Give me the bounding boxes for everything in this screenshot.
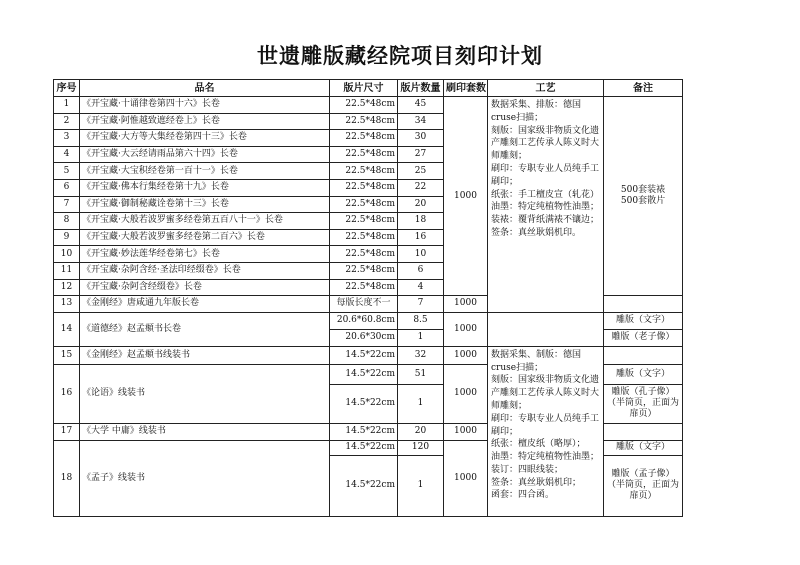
cell-note — [604, 423, 683, 440]
craft-line: 装裱：覆背纸满裱不镶边； — [491, 215, 600, 226]
cell-index: 10 — [54, 246, 80, 263]
cell-count: 32 — [398, 346, 444, 364]
craft-line: 刻版：国家级非物质文化遗产雕刻工艺传承人陈义时大师雕刻； — [491, 125, 600, 162]
cell-count: 1 — [398, 455, 444, 516]
cell-index: 13 — [54, 296, 80, 313]
cell-name: 《开宝藏·阿惟越致遮经卷上》长卷 — [80, 113, 330, 130]
header-row — [54, 80, 683, 97]
table-row — [54, 346, 683, 364]
cell-count: 25 — [398, 163, 444, 180]
craft-line: 签条：真丝耿娟机印。 — [491, 227, 582, 238]
cell-count: 6 — [398, 262, 444, 279]
cell-sets-group1: 1000 — [444, 97, 488, 296]
cell-note: 雕版（文字） — [604, 312, 683, 329]
cell-sets: 1000 — [444, 312, 488, 346]
cell-index: 7 — [54, 196, 80, 213]
cell-count: 20 — [398, 423, 444, 440]
header-sets: 刷印套数 — [444, 80, 488, 97]
cell-name: 《开宝藏·十诵律卷第四十六》长卷 — [80, 97, 330, 114]
cell-name: 《开宝藏·大宝积经卷第一百十一》长卷 — [80, 163, 330, 180]
craft-line: 数据采集、排版：德国cruse扫描； — [491, 100, 582, 123]
cell-count: 30 — [398, 130, 444, 147]
cell-size: 14.5*22cm — [330, 440, 398, 455]
cell-size: 14.5*22cm — [330, 455, 398, 516]
table-row — [54, 312, 683, 329]
cell-count: 18 — [398, 213, 444, 230]
cell-note — [604, 346, 683, 364]
craft-line: 数据采集、制版：德国cruse扫描； — [491, 349, 582, 373]
cell-size: 22.5*48cm — [330, 163, 398, 180]
cell-name: 《论语》线装书 — [80, 364, 330, 423]
cell-count: 1 — [398, 384, 444, 423]
cell-size: 22.5*48cm — [330, 130, 398, 147]
cell-name: 《开宝藏·大云经请雨品第六十四》长卷 — [80, 146, 330, 163]
cell-note-group1 — [604, 97, 683, 296]
cell-index: 14 — [54, 312, 80, 346]
cell-name: 《开宝藏·杂阿含经·圣法印经缀卷》长卷 — [80, 262, 330, 279]
table-row — [54, 97, 683, 114]
cell-name: 《金刚经》赵孟頫书线装书 — [80, 346, 330, 364]
note-line: 500套装裱 — [620, 185, 666, 196]
page-title: 世遗雕版藏经院项目刻印计划 — [257, 44, 543, 68]
cell-index: 4 — [54, 146, 80, 163]
craft-line: 函套：四合函。 — [491, 490, 555, 501]
craft-line: 装订：四眼线装； — [491, 464, 564, 475]
cell-count: 16 — [398, 229, 444, 246]
printing-plan-table — [53, 79, 683, 517]
cell-name: 《道德经》赵孟頫书长卷 — [80, 312, 330, 346]
cell-sets: 1000 — [444, 296, 488, 313]
cell-name: 《开宝藏·大方等大集经卷第四十三》长卷 — [80, 130, 330, 147]
header-craft: 工艺 — [488, 80, 604, 97]
cell-count: 22 — [398, 179, 444, 196]
cell-index: 9 — [54, 229, 80, 246]
cell-name: 《开宝藏·妙法莲华经卷第七》长卷 — [80, 246, 330, 263]
cell-size: 22.5*48cm — [330, 279, 398, 296]
cell-craft-group2 — [488, 346, 604, 516]
header-name: 品名 — [80, 80, 330, 97]
cell-size: 20.6*30cm — [330, 329, 398, 346]
craft-line: 油墨：特定纯植物性油墨； — [491, 452, 600, 463]
header-count: 版片数量 — [398, 80, 444, 97]
cell-sets: 1000 — [444, 364, 488, 423]
cell-index: 1 — [54, 97, 80, 114]
cell-note — [604, 296, 683, 313]
cell-size: 22.5*48cm — [330, 246, 398, 263]
cell-size: 14.5*22cm — [330, 346, 398, 364]
cell-count: 4 — [398, 279, 444, 296]
cell-size: 22.5*48cm — [330, 97, 398, 114]
craft-line: 刷印：专职专业人员纯手工刷印； — [491, 163, 600, 187]
cell-count: 27 — [398, 146, 444, 163]
cell-size: 22.5*48cm — [330, 229, 398, 246]
cell-count: 34 — [398, 113, 444, 130]
cell-count: 10 — [398, 246, 444, 263]
craft-line: 油墨：特定纯植物性油墨； — [491, 202, 600, 213]
cell-sets: 1000 — [444, 346, 488, 364]
cell-craft — [488, 312, 604, 346]
cell-note: 雕版（孟子像）（半筒页，正面为扉页） — [604, 455, 683, 516]
header-index: 序号 — [54, 80, 80, 97]
craft-line: 刷印：专职专业人员纯手工刷印； — [491, 413, 600, 437]
cell-name: 《开宝藏·杂阿含经缀卷》长卷 — [80, 279, 330, 296]
cell-index: 12 — [54, 279, 80, 296]
header-size: 版片尺寸 — [330, 80, 398, 97]
cell-count: 45 — [398, 97, 444, 114]
cell-name: 《开宝藏·御制秘藏诠卷第十三》长卷 — [80, 196, 330, 213]
cell-size: 每版长度不一 — [330, 296, 398, 313]
cell-size: 22.5*48cm — [330, 113, 398, 130]
cell-count: 7 — [398, 296, 444, 313]
craft-line: 纸张：檀皮纸（略厚）； — [491, 439, 586, 450]
cell-size: 20.6*60.8cm — [330, 312, 398, 329]
cell-sets: 1000 — [444, 440, 488, 516]
cell-count: 8.5 — [398, 312, 444, 329]
cell-craft-group1 — [488, 97, 604, 313]
cell-index: 15 — [54, 346, 80, 364]
cell-index: 11 — [54, 262, 80, 279]
cell-name: 《开宝藏·大般若波罗蜜多经卷第二百六》长卷 — [80, 229, 330, 246]
cell-note: 雕版（文字） — [604, 440, 683, 455]
cell-index: 16 — [54, 364, 80, 423]
cell-index: 6 — [54, 179, 80, 196]
cell-sets: 1000 — [444, 423, 488, 440]
cell-size: 22.5*48cm — [330, 179, 398, 196]
cell-name: 《开宝藏·大般若波罗蜜多经卷第五百八十一》长卷 — [80, 213, 330, 230]
cell-index: 18 — [54, 440, 80, 516]
cell-name: 《孟子》线装书 — [80, 440, 330, 516]
cell-index: 8 — [54, 213, 80, 230]
cell-name: 《开宝藏·佛本行集经卷第十九》长卷 — [80, 179, 330, 196]
cell-size: 14.5*22cm — [330, 364, 398, 384]
cell-note: 雕版（文字） — [604, 364, 683, 384]
cell-index: 2 — [54, 113, 80, 130]
cell-size: 22.5*48cm — [330, 196, 398, 213]
craft-line: 纸张：手工檀皮宣（轧花） — [491, 189, 600, 200]
cell-name: 《大学 中庸》线装书 — [80, 423, 330, 440]
cell-index: 5 — [54, 163, 80, 180]
craft-line: 刻版：国家级非物质文化遗产雕刻工艺传承人陈义时大师雕刻； — [491, 375, 600, 411]
cell-size: 14.5*22cm — [330, 384, 398, 423]
cell-note: 雕版（老子像） — [604, 329, 683, 346]
cell-note: 雕版（孔子像）（半筒页，正面为扉页） — [604, 384, 683, 423]
cell-count: 1 — [398, 329, 444, 346]
cell-count: 20 — [398, 196, 444, 213]
cell-size: 14.5*22cm — [330, 423, 398, 440]
header-note: 备注 — [604, 80, 683, 97]
cell-size: 22.5*48cm — [330, 213, 398, 230]
cell-name: 《金刚经》唐咸通九年版长卷 — [80, 296, 330, 313]
cell-size: 22.5*48cm — [330, 146, 398, 163]
cell-size: 22.5*48cm — [330, 262, 398, 279]
note-line: 500套散片 — [620, 196, 666, 207]
cell-index: 3 — [54, 130, 80, 147]
cell-count: 120 — [398, 440, 444, 455]
craft-line: 签条：真丝耿娟机印； — [491, 477, 582, 488]
cell-index: 17 — [54, 423, 80, 440]
cell-count: 51 — [398, 364, 444, 384]
